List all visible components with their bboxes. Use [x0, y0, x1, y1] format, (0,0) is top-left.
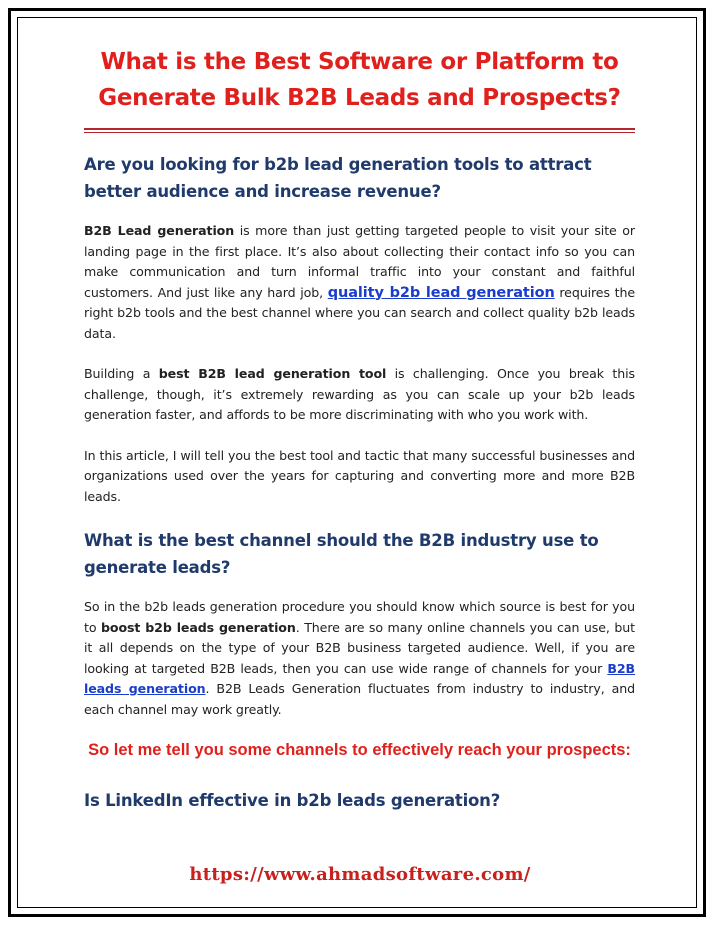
- callout-channels: So let me tell you some channels to effectively reach your prospects:: [88, 741, 631, 759]
- paragraph-text: So in the b2b leads generation procedure you should know which source is best for you to: [84, 599, 635, 635]
- bold-text: boost b2b leads generation: [101, 619, 296, 635]
- page-title: What is the Best Software or Platform to Generate Bulk B2B Leads and Prospects?: [98, 49, 621, 111]
- section-heading-linkedin: Is LinkedIn effective in b2b leads generation?: [84, 791, 501, 810]
- paragraph-intro: [84, 221, 635, 344]
- b2b-leads-generation-link[interactable]: B2B leads generation: [84, 660, 635, 696]
- document-body: [84, 44, 635, 814]
- paragraph-text: requires the right b2b tools and the best channel where you can search and collect quality b2b leads data.: [84, 284, 635, 341]
- bold-text: best B2B lead generation tool: [158, 366, 387, 381]
- paragraph-article: In this article, I will tell you the best tool and tactic that many successful businesses and organizations used over the years for capturing and converting more and more B2B leads.: [84, 447, 635, 504]
- bold-text: B2B Lead generation: [84, 223, 235, 238]
- paragraph-text: . There are so many online channels you can use, but it all depends on the type of your B2B business targeted audience. Well, if you are looking at targeted B2B leads, then you can use wide range of channels for your: [84, 619, 635, 676]
- paragraph-text: is more than just getting targeted people to visit your site or landing page in the first place. It’s also about collecting their contact info so you can make communication and turn informal traffic into your constant and faithful customers. And just like any hard job,: [84, 223, 635, 300]
- title-divider: [84, 128, 635, 133]
- section-heading-tools: Are you looking for b2b lead generation tools to attract better audience and increase revenue?: [84, 155, 592, 201]
- paragraph-text: . B2B Leads Generation fluctuates from industry to industry, and each channel may work greatly.: [84, 681, 635, 717]
- paragraph-channels: [84, 597, 635, 720]
- footer-website-link[interactable]: https://www.ahmadsoftware.com/: [189, 864, 531, 885]
- paragraph-building: [84, 364, 635, 426]
- paragraph-text: is challenging. Once you break this challenge, though, it’s extremely rewarding as you can scale up your b2b leads generation faster, and affords to be more discriminating with who you work with.: [84, 366, 635, 422]
- quality-b2b-lead-generation-link[interactable]: quality b2b lead generation: [327, 284, 555, 301]
- paragraph-text: Building a: [84, 366, 159, 381]
- section-heading-channel: What is the best channel should the B2B industry use to generate leads?: [84, 531, 599, 577]
